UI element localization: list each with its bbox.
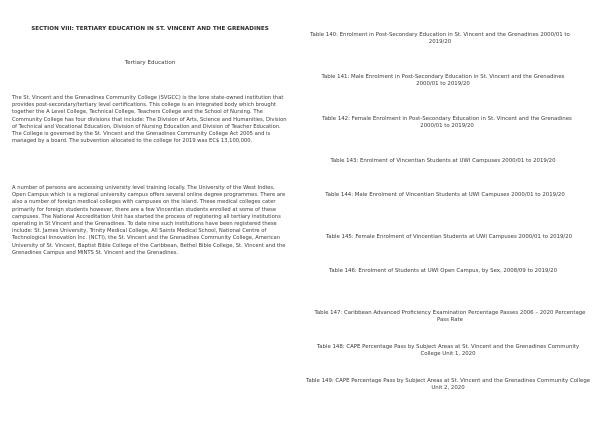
paragraph-svgcc: The St. Vincent and the Grenadines Community College (SVGCC) is the lone state-owned institution that provides post-secondary/tertiary level certifications. This college is an integrated body which brought together the A Level College, Technical College, Teachers College and the School of Nursing. The Community College has four divisions that include: The Division of Arts, Science and Humanities, Division of Technical and Vocational Education, Division of Nursing Education and Division of Teacher Education. The College is governed by the St. Vincent and the Grenadines Community College Act 2005 and is managed by a board. The subvention allocated to the college for 2019 was EC$ 13,100,000. <box>12 95 287 145</box>
toc-entry-table-140[interactable]: Table 140: Enrolment in Post-Secondary Education in St. Vincent and the Grenadines 2000/01 to 2019/20 <box>310 32 570 46</box>
toc-entry-table-145[interactable]: Table 145: Female Enrolment of Vincentian Students at UWI Campuses 2000/01 to 2019/20 <box>325 234 573 240</box>
toc-entry-table-146[interactable]: Table 146: Enrolment of Students at UWI Open Campus, by Sex, 2008/09 to 2019/20 <box>328 268 558 274</box>
section-title: SECTION VIII: TERTIARY EDUCATION IN ST. VINCENT AND THE GRENADINES <box>31 26 269 32</box>
left-column <box>12 20 288 256</box>
subsection-title: Tertiary Education <box>124 60 176 66</box>
toc-entry-table-144[interactable]: Table 144: Male Enrolment of Vincentian Students at UWI Campuses 2000/01 to 2019/20 <box>325 192 565 198</box>
toc-entry-table-148[interactable]: Table 148: CAPE Percentage Pass by Subject Areas at St. Vincent and the Grenadines Community College Unit 1, 2020 <box>316 344 580 358</box>
toc-entry-table-141[interactable]: Table 141: Male Enrolment in Post-Secondary Education in St. Vincent and the Grenadines 2000/01 to 2019/20 <box>321 74 565 88</box>
toc-entry-table-147[interactable]: Table 147: Caribbean Advanced Proficiency Examination Percentage Passes 2006 – 2020 Percentage Pass Rate <box>314 310 586 324</box>
toc-entry-table-142[interactable]: Table 142: Female Enrolment in Post-Secondary Education in St. Vincent and the Grenadines 2000/01 to 2019/20 <box>322 116 572 130</box>
toc-entry-table-143[interactable]: Table 143: Enrolment of Vincentian Students at UWI Campuses 2000/01 to 2019/20 <box>330 158 556 164</box>
paragraph-university-training: A number of persons are accessing university level training locally. The University of the West Indies, Open Campus which is a regional university campus offers several online degree programmes. There are also a number of foreign medical colleges with campuses on the island. These medical colleges cater primarily for foreign students however, there are a few Vincentian students enrolled at some of these campuses. The National Accreditation Unit has started the process of registering all tertiary institutions operating in St Vincent and the Grenadines. To date nine such institutions have been registered these include: St. James University, Trinity Medical College, All Saints Medical School, National Centre of Technological Innovation Inc. (NCTI), the St. Vincent and the Grenadines Community College, American University of St. Vincent, Baptist Bible College of the Caribbean, Bethel Bible College, St. Vincent and the Grenadines Campus and MINTS St. Vincent and the Grenadines. <box>12 185 286 256</box>
toc-entry-table-149[interactable]: Table 149: CAPE Percentage Pass by Subject Areas at St. Vincent and the Grenadines Community College Unit 2, 2020 <box>305 378 591 392</box>
